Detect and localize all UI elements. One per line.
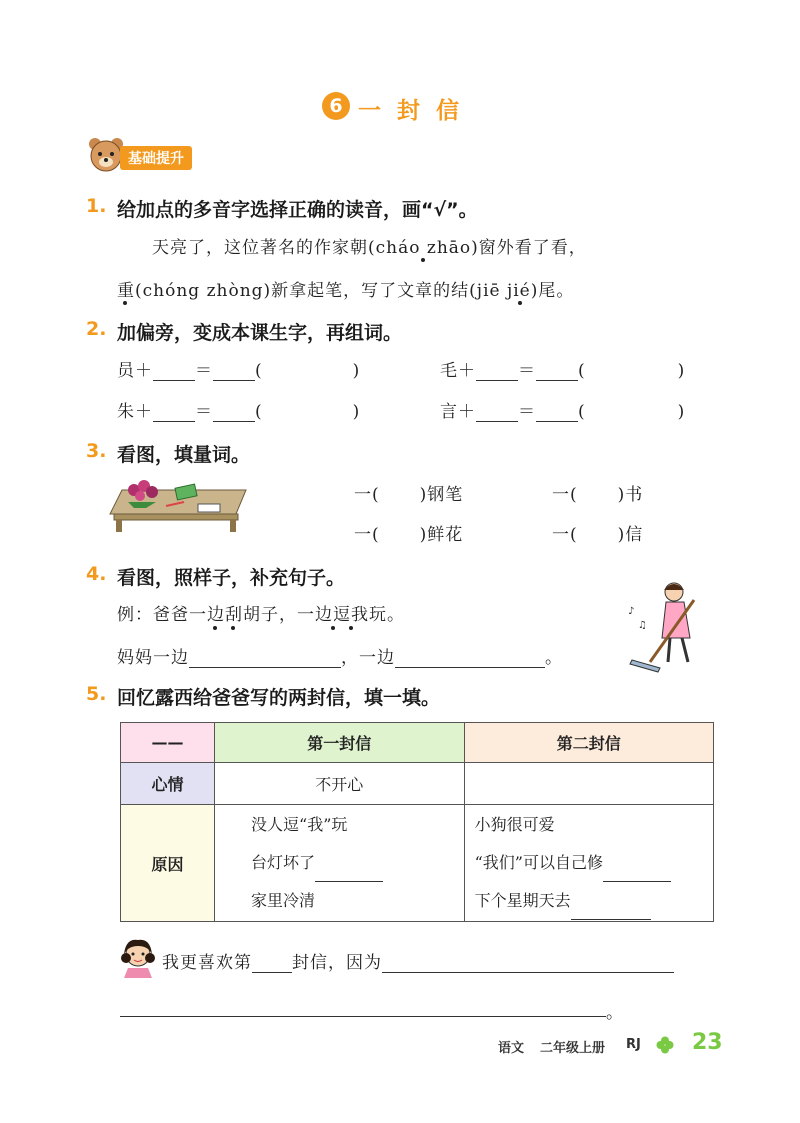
footer-edition: RJ bbox=[626, 1037, 641, 1052]
table-corner: —— bbox=[121, 723, 215, 763]
radical-blank-2[interactable] bbox=[476, 380, 518, 381]
footer-grade: 二年级上册 bbox=[540, 1041, 606, 1056]
emphasis-dot-zhong bbox=[123, 301, 127, 305]
q4-example: 例：爸爸一边刮胡子，一边逗我玩。 bbox=[117, 605, 405, 625]
page-title: 一 封 信 bbox=[358, 98, 460, 124]
emphasis-dot-1 bbox=[213, 626, 217, 630]
q2-item-1: 员＋ ＝ ( ) bbox=[117, 361, 361, 381]
q2-item-4: 言＋ ＝ ( ) bbox=[440, 402, 686, 422]
lesson-number-circle: 6 bbox=[322, 92, 350, 120]
row-label-mood: 心情 bbox=[121, 763, 215, 805]
closing-sentence: 我更喜欢第 封信，因为 bbox=[162, 948, 674, 973]
q2-char-2: 毛＋ bbox=[440, 361, 476, 381]
q2-item-3: 朱＋ ＝ ( ) bbox=[117, 402, 361, 422]
emphasis-dot-zhao bbox=[421, 258, 425, 262]
reason-blank-3[interactable] bbox=[571, 919, 651, 920]
mood-first-letter: 不开心 bbox=[215, 763, 465, 805]
closing-line-2[interactable] bbox=[120, 1016, 606, 1017]
q3-item-1: 一( )钢笔 bbox=[354, 485, 464, 505]
sentence-blank-1[interactable] bbox=[189, 667, 341, 668]
radical-blank-3[interactable] bbox=[153, 421, 195, 422]
char-blank-1[interactable] bbox=[213, 380, 255, 381]
q2-item-2: 毛＋ ＝ ( ) bbox=[440, 361, 686, 381]
reasons-first-letter: 没人逗“我”玩 台灯坏了 家里冷清 bbox=[215, 805, 465, 922]
emphasis-dot-3 bbox=[331, 626, 335, 630]
reason-blank-1[interactable] bbox=[315, 881, 383, 882]
q5-number: 5. bbox=[86, 683, 107, 705]
q3-item-4: 一( )信 bbox=[552, 525, 644, 545]
table-header-second-letter: 第二封信 bbox=[464, 723, 713, 763]
clover-icon bbox=[656, 1036, 674, 1054]
q3-item-3: 一( )鲜花 bbox=[354, 525, 464, 545]
q5-instruction: 回忆露西给爸爸写的两封信，填一填。 bbox=[117, 687, 441, 709]
radical-blank-1[interactable] bbox=[153, 380, 195, 381]
sentence-blank-2[interactable] bbox=[395, 667, 545, 668]
letters-table bbox=[120, 722, 714, 922]
row-label-reason: 原因 bbox=[121, 805, 215, 922]
q1-number: 1. bbox=[86, 195, 107, 217]
q1-instruction: 给加点的多音字选择正确的读音，画“√”。 bbox=[117, 199, 478, 221]
char-blank-4[interactable] bbox=[536, 421, 578, 422]
emphasis-dot-4 bbox=[349, 626, 353, 630]
q2-char-1: 员＋ bbox=[117, 361, 153, 381]
q2-char-3: 朱＋ bbox=[117, 402, 153, 422]
q1-line2: 重(chóng zhòng)新拿起笔，写了文章的结(jiē jié)尾。 bbox=[117, 281, 575, 301]
q2-number: 2. bbox=[86, 318, 107, 340]
q4-number: 4. bbox=[86, 563, 107, 585]
girl-sweeping-illustration bbox=[624, 578, 720, 674]
desk-illustration bbox=[106, 472, 250, 534]
reason-blank-long[interactable] bbox=[382, 972, 674, 973]
closing-period: 。 bbox=[606, 1003, 624, 1023]
char-blank-3[interactable] bbox=[213, 421, 255, 422]
mood-second-letter-blank[interactable] bbox=[464, 763, 713, 805]
table-header-first-letter: 第一封信 bbox=[215, 723, 465, 763]
girl-avatar bbox=[118, 936, 158, 978]
emphasis-dot-2 bbox=[231, 626, 235, 630]
section-badge: 基础提升 bbox=[120, 146, 192, 170]
svg-text:♫: ♫ bbox=[638, 620, 647, 631]
char-blank-2[interactable] bbox=[536, 380, 578, 381]
q1-line1: 天亮了，这位著名的作家朝(cháo zhāo)窗外看了看， bbox=[152, 238, 587, 258]
letter-icon bbox=[198, 504, 220, 512]
q3-item-2: 一( )书 bbox=[552, 485, 644, 505]
radical-blank-4[interactable] bbox=[476, 421, 518, 422]
emphasis-dot-jie bbox=[518, 301, 522, 305]
letter-choice-blank[interactable] bbox=[252, 972, 292, 973]
q3-instruction: 看图，填量词。 bbox=[117, 444, 251, 466]
q4-sentence: 妈妈一边 ，一边 。 bbox=[117, 648, 563, 668]
q4-instruction: 看图，照样子，补充句子。 bbox=[117, 567, 346, 589]
page-number: 23 bbox=[692, 1030, 723, 1055]
q2-char-4: 言＋ bbox=[440, 402, 476, 422]
q3-number: 3. bbox=[86, 440, 107, 462]
svg-text:♪: ♪ bbox=[628, 606, 635, 617]
q2-instruction: 加偏旁，变成本课生字，再组词。 bbox=[117, 322, 403, 344]
footer-subject: 语文 bbox=[498, 1041, 525, 1056]
reasons-second-letter: 小狗很可爱 “我们”可以自己修 下个星期天去 bbox=[464, 805, 713, 922]
